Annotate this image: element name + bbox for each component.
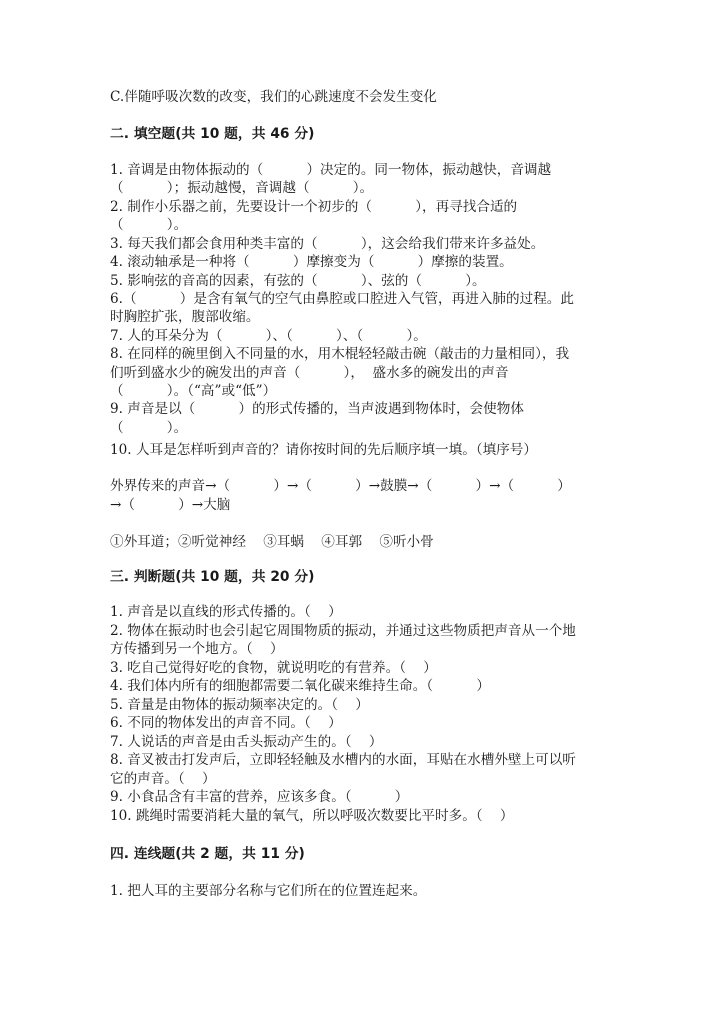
hearing-flow-line: 外界传来的声音→（ ）→（ ）→鼓膜→（ ）→（ ）	[110, 478, 571, 494]
question-line: 3. 吃自己觉得好吃的食物，就说明吃的有营养。（ ）	[110, 660, 437, 676]
question-line: 7. 人的耳朵分为（ ）、（ ）、（ ）。	[110, 328, 427, 344]
question-line: 10. 人耳是怎样听到声音的？请你按时间的先后顺序填一填。（填序号）	[110, 442, 537, 458]
question-line: （ ）。	[110, 217, 188, 233]
option-c: C.伴随呼吸次数的改变，我们的心跳速度不会发生变化	[110, 89, 437, 105]
question-line: 们听到盛水少的碗发出的声音（ ）， 盛水多的碗发出的声音	[110, 365, 509, 381]
section-heading-true-false: 三. 判断题(共 10 题，共 20 分)	[110, 569, 315, 585]
question-line: 4. 滚动轴承是一种将（ ）摩擦变为（ ）摩擦的装置。	[110, 254, 513, 270]
hearing-flow-line: →（ ）→大脑	[110, 497, 231, 513]
question-line: 3. 每天我们都会食用种类丰富的（ ），这会给我们带来许多益处。	[110, 236, 545, 252]
question-line: 1. 音调是由物体振动的（ ）决定的。同一物体，振动越快，音调越	[110, 162, 552, 178]
section-heading-matching: 四. 连线题(共 2 题，共 11 分)	[110, 846, 305, 862]
question-line: 10. 跳绳时需要消耗大量的氧气，所以呼吸次数要比平时多。（ ）	[110, 808, 514, 824]
question-line: 方传播到另一个地方。（ ）	[110, 641, 284, 657]
question-line: 6.（ ）是含有氧气的空气由鼻腔或口腔进入气管，再进入肺的过程。此	[110, 291, 574, 307]
section-heading-fill-blank: 二. 填空题(共 10 题，共 46 分)	[110, 126, 315, 142]
question-line: 8. 音叉被击打发声后，立即轻轻触及水槽内的水面，耳贴在水槽外壁上可以听	[110, 752, 576, 768]
question-line: 4. 我们体内所有的细胞都需要二氧化碳来维持生命。（ ）	[110, 678, 490, 694]
question-line: （ ）；振动越慢，音调越（ ）。	[110, 180, 374, 196]
question-line: 5. 音量是由物体的振动频率决定的。（ ）	[110, 697, 369, 713]
question-line: 它的声音。（ ）	[110, 771, 216, 787]
question-line: 8. 在同样的碗里倒入不同量的水，用木棍轻轻敲击碗（敲击的力量相同），我	[110, 346, 570, 362]
question-line: （ ）。（“高”或“低”）	[110, 383, 277, 399]
question-line: 2. 制作小乐器之前，先要设计一个初步的（ ），再寻找合适的	[110, 199, 518, 215]
question-line: 7. 人说话的声音是由舌头振动产生的。（ ）	[110, 734, 383, 750]
question-line: 2. 物体在振动时也会引起它周围物质的振动，并通过这些物质把声音从一个地	[110, 623, 576, 639]
question-line: 9. 小食品含有丰富的营养，应该多食。（ ）	[110, 789, 409, 805]
question-line: （ ）。	[110, 420, 188, 436]
question-line: 1. 把人耳的主要部分名称与它们所在的位置连起来。	[110, 883, 427, 899]
question-line: 5. 影响弦的音高的因素，有弦的（ ）、弦的（ ）。	[110, 273, 486, 289]
question-line: 6. 不同的物体发出的声音不同。（ ）	[110, 715, 342, 731]
question-line: 1. 声音是以直线的形式传播的。（ ）	[110, 604, 342, 620]
question-line: 9. 声音是以（ ）的形式传播的，当声波遇到物体时，会使物体	[110, 401, 524, 417]
hearing-flow-choices: ①外耳道；②听觉神经 ③耳蜗 ④耳郭 ⑤听小骨	[110, 534, 434, 550]
question-line: 时胸腔扩张，腹部收缩。	[110, 309, 260, 325]
